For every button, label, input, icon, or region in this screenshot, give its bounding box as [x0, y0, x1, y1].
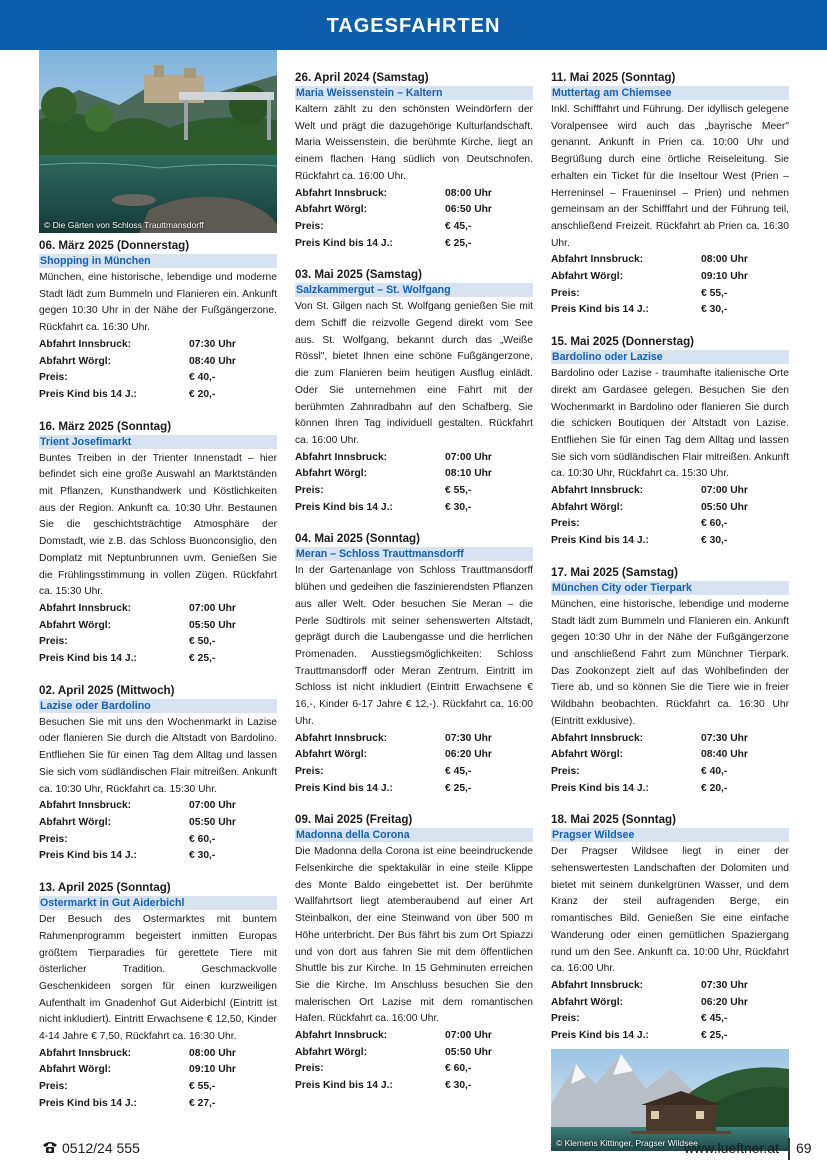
value-preis: € 60,- — [701, 518, 728, 530]
trip-entry — [39, 683, 277, 865]
photo-pragser-wildsee — [551, 1049, 789, 1151]
trip-date: 15. Mai 2025 (Donnerstag) — [551, 335, 695, 349]
photo-caption: © Die Gärten von Schloss Trauttmansdorff — [44, 220, 204, 230]
value-abfahrt-woergl: 06:20 Uhr — [701, 996, 748, 1008]
trip-description: In der Gartenanlage von Schloss Trauttmansdorff blühen und gedeihen die faszinierendsten Pflanzen aus aller Welt. Oder besuchen Sie Meran – die Perle Südtirols mit seiner sehenswerten Altstadt, geprägt durch die Laubengasse und die herrlichen Promenaden. Ausstiegsmöglichkeiten: Schloss Trauttmansdorff oder Meran Zentrum. Eintritt im Schloss ist nicht inkludiert (Eintritt Erwachsene € 16,-, Kinder 6-17 Jahre € 12,-). Rückfahrt ca. 16:00 Uhr. — [295, 565, 533, 727]
label-abfahrt-innsbruck: Abfahrt Innsbruck: — [295, 187, 388, 199]
footer-divider — [788, 1138, 790, 1160]
trip-description: München, eine historische, lebendige und moderne Stadt lädt zum Bummeln und Flanieren ein. Ankunft gegen 10:30 Uhr in der Nähe der Fußgängerzone. Rückfahrt ca. 16:30 Uhr. — [39, 272, 277, 334]
label-preis-kind: Preis Kind bis 14 J.: — [39, 850, 137, 862]
label-preis-kind: Preis Kind bis 14 J.: — [39, 388, 137, 400]
label-preis: Preis: — [39, 1081, 68, 1093]
label-abfahrt-woergl: Abfahrt Wörgl: — [295, 1046, 368, 1058]
trip-details — [295, 450, 533, 517]
label-preis: Preis: — [295, 765, 324, 777]
value-preis-kind: € 30,- — [701, 535, 728, 547]
label-abfahrt-woergl: Abfahrt Wörgl: — [295, 204, 368, 216]
value-preis-kind: € 25,- — [189, 653, 216, 665]
label-preis-kind: Preis Kind bis 14 J.: — [551, 304, 649, 316]
photo-caption: © Klemens Kittinger, Pragser Wildsee — [556, 1137, 698, 1148]
label-abfahrt-woergl: Abfahrt Wörgl: — [295, 749, 368, 761]
trip-destination: Lazise oder Bardolino — [39, 699, 277, 713]
trip-description: Buntes Treiben in der Trienter Innenstadt – hier befindet sich eine große Auswahl an Marktständen mit Pflanzen, Kunsthandwerk und Köstlichkeiten aus der Region. Ankunft ca. 10:30 Uhr. Bestaunen Sie die geschichtsträchtige Atmosphäre der Domstadt, wie z.B. das Schloss Buonconsiglio, den Domplatz mit Neptunbrunnen uvm. Genießen Sie die Frühlingsstimmung in vollen Zügen. Rückfahrt ca. 15:30 Uhr. — [39, 452, 277, 598]
value-preis-kind: € 25,- — [445, 782, 472, 794]
trip-destination: Shopping in München — [39, 254, 277, 268]
trip-description: Besuchen Sie mit uns den Wochenmarkt in Lazise oder flanieren Sie durch die Altstadt von Bardolino. Entfliehen Sie für einen Tag dem Alltag und lassen Sie sich vom südländischen Flair mitreißen. Ankunft ca. 10:30 Uhr, Rückfahrt ca. 15:30 Uhr. — [39, 716, 277, 795]
label-abfahrt-innsbruck: Abfahrt Innsbruck: — [295, 732, 388, 744]
trip-entry — [39, 238, 277, 404]
trip-details — [39, 601, 277, 668]
label-abfahrt-woergl: Abfahrt Wörgl: — [295, 468, 368, 480]
value-abfahrt-woergl: 05:50 Uhr — [701, 501, 748, 513]
photo-trauttmansdorff — [39, 50, 277, 233]
value-abfahrt-woergl: 08:40 Uhr — [701, 749, 748, 761]
value-preis-kind: € 25,- — [701, 1030, 728, 1042]
value-preis: € 40,- — [701, 765, 728, 777]
value-preis-kind: € 25,- — [445, 237, 472, 249]
trip-description: Der Pragser Wildsee liegt in einer der sehenswertesten Landschaften der Dolomiten und bietet mit seinem dunkelgrünen Wasser, und dem Kranz der steil aufragenden Berge, ein romantisches Bild. Genießen Sie eine einfache Wanderung oder einen gemütlichen Spaziergang rund um den See. Ankunft ca. 10:00 Uhr, Rückfahrt ca. 16:00 Uhr. — [551, 846, 789, 975]
label-preis-kind: Preis Kind bis 14 J.: — [295, 782, 393, 794]
value-abfahrt-innsbruck: 08:00 Uhr — [189, 1047, 236, 1059]
value-abfahrt-woergl: 09:10 Uhr — [701, 271, 748, 283]
trip-description: München, eine historische, lebendige und moderne Stadt lädt zum Bummeln und Flanieren ein. Ankunft gegen 10:30 Uhr in der Nähe der Fußgängerzone und anschließend Fahrt zum Münchner Tierpark. Das Zookonzept zielt auf das Wohlbefinden der Tiere ab, und so können Sie die Tiere wie in freier Wildbahn beobachten. Rückfahrt ca. 16:30 Uhr (Eintritt exklusive). — [551, 598, 789, 727]
trip-description: Die Madonna della Corona ist eine beeindruckende Felsenkirche die spektakulär in eine steile Klippe des Monte Baldo eingebettet ist. Der berühmte Wallfahrtsort liegt atemberaubend auf einer Art Steinbalkon, der eine Steinwand von über 500 m Höhe unterbricht. Der Bus fährt bis zum Ort Spiazzi und von dort aus fahren Sie mit dem öffentlichen Shuttle bis zur Kirche. In 15 Gehminuten erreichen Sie die Kirche. Im Anschluss besuchen Sie den malerischen Ort Lazise mit dem romantischen Hafen. Rückfahrt ca. 16:00 Uhr. — [295, 846, 533, 1025]
value-preis: € 40,- — [189, 372, 216, 384]
trip-details — [551, 483, 789, 550]
lake-photo-image — [551, 1049, 789, 1151]
label-preis-kind: Preis Kind bis 14 J.: — [295, 1080, 393, 1092]
page-number: 69 — [796, 1140, 812, 1156]
trip-date: 13. April 2025 (Sonntag) — [39, 881, 171, 895]
trip-description: Von St. Gilgen nach St. Wolfgang genießen Sie mit dem Schiff die reizvolle Gegend direkt vom See aus. St. Wolfgang, bekannt durch das „Weiße Rössl", bietet Ihnen eine schöne Fußgängerzone, die zum Flanieren beim heutigen Ausflug einlädt. Oder Sie unternehmen eine Fahrt mit der berühmten Zahnradbahn auf den Schafberg. Sie können Ihren Tag individuell gestalten. Rückfahrt ca. 16:00 Uhr. — [295, 301, 533, 446]
label-abfahrt-woergl: Abfahrt Wörgl: — [39, 816, 112, 828]
trip-description: Bardolino oder Lazise - traumhafte italienische Orte direkt am Gardasee gelegen. Besuchen Sie den Wochenmarkt in Bardolino oder flanieren Sie durch die schicken Boutiquen der Altstadt von Lazise. Entfliehen Sie für einen Tag dem Alltag und lassen Sie sich vom südländischen Flair mitreißen. Ankunft ca. 10:30 Uhr, Rückfahrt ca. 15:30 Uhr. — [551, 368, 789, 480]
value-preis: € 55,- — [445, 485, 472, 497]
value-preis: € 55,- — [701, 287, 728, 299]
label-preis-kind: Preis Kind bis 14 J.: — [551, 782, 649, 794]
website-link[interactable]: www.lueftner.at — [684, 1140, 779, 1156]
value-abfahrt-innsbruck: 08:00 Uhr — [445, 187, 492, 199]
trip-details — [39, 1046, 277, 1113]
value-abfahrt-innsbruck: 07:30 Uhr — [701, 979, 748, 991]
label-abfahrt-woergl: Abfahrt Wörgl: — [39, 619, 112, 631]
value-abfahrt-innsbruck: 08:00 Uhr — [701, 254, 748, 266]
label-preis: Preis: — [295, 485, 324, 497]
label-abfahrt-innsbruck: Abfahrt Innsbruck: — [39, 338, 132, 350]
value-abfahrt-woergl: 06:20 Uhr — [445, 749, 492, 761]
value-abfahrt-woergl: 06:50 Uhr — [445, 204, 492, 216]
trip-destination: Salzkammergut – St. Wolfgang — [295, 283, 533, 297]
column-middle — [295, 50, 533, 1095]
trip-date: 04. Mai 2025 (Sonntag) — [295, 532, 420, 546]
phone-number: 0512/24 555 — [62, 1140, 140, 1156]
value-abfahrt-woergl: 08:40 Uhr — [189, 355, 236, 367]
value-abfahrt-innsbruck: 07:00 Uhr — [445, 1030, 492, 1042]
value-preis-kind: € 20,- — [701, 782, 728, 794]
trip-date: 16. März 2025 (Sonntag) — [39, 419, 172, 433]
label-preis-kind: Preis Kind bis 14 J.: — [39, 653, 137, 665]
trip-entry — [295, 812, 533, 1095]
trip-entry — [295, 267, 533, 516]
value-abfahrt-woergl: 05:50 Uhr — [445, 1046, 492, 1058]
value-abfahrt-innsbruck: 07:00 Uhr — [189, 602, 236, 614]
column-right — [551, 50, 789, 1151]
trip-entry — [551, 70, 789, 319]
label-abfahrt-innsbruck: Abfahrt Innsbruck: — [295, 451, 388, 463]
value-abfahrt-innsbruck: 07:30 Uhr — [189, 338, 236, 350]
label-preis: Preis: — [551, 1013, 580, 1025]
trip-date: 02. April 2025 (Mittwoch) — [39, 683, 175, 697]
trip-entry — [551, 565, 789, 797]
value-abfahrt-woergl: 08:10 Uhr — [445, 468, 492, 480]
value-preis-kind: € 20,- — [189, 388, 216, 400]
label-abfahrt-innsbruck: Abfahrt Innsbruck: — [551, 979, 644, 991]
value-preis-kind: € 30,- — [701, 304, 728, 316]
trip-destination: Trient Josefimarkt — [39, 435, 277, 449]
trip-details — [39, 798, 277, 865]
trip-entry — [551, 812, 789, 1044]
value-abfahrt-innsbruck: 07:00 Uhr — [189, 800, 236, 812]
trip-details — [295, 186, 533, 253]
label-preis-kind: Preis Kind bis 14 J.: — [39, 1097, 137, 1109]
value-preis-kind: € 30,- — [445, 501, 472, 513]
label-preis-kind: Preis Kind bis 14 J.: — [551, 535, 649, 547]
trip-date: 26. April 2024 (Samstag) — [295, 71, 429, 84]
label-abfahrt-woergl: Abfahrt Wörgl: — [39, 1064, 112, 1076]
value-abfahrt-innsbruck: 07:30 Uhr — [445, 732, 492, 744]
label-abfahrt-innsbruck: Abfahrt Innsbruck: — [39, 602, 132, 614]
page-footer — [0, 1138, 827, 1162]
trip-entry — [551, 334, 789, 550]
label-preis: Preis: — [551, 765, 580, 777]
value-preis: € 45,- — [445, 220, 472, 232]
value-preis: € 45,- — [445, 765, 472, 777]
trip-entry — [295, 531, 533, 797]
page-title: TAGESFAHRTEN — [326, 15, 501, 37]
value-preis: € 50,- — [189, 636, 216, 648]
value-abfahrt-woergl: 05:50 Uhr — [189, 619, 236, 631]
label-preis: Preis: — [39, 372, 68, 384]
label-abfahrt-innsbruck: Abfahrt Innsbruck: — [295, 1030, 388, 1042]
column-left — [39, 50, 277, 1113]
trip-date: 03. Mai 2025 (Samstag) — [295, 268, 422, 282]
label-abfahrt-innsbruck: Abfahrt Innsbruck: — [551, 485, 644, 497]
label-abfahrt-woergl: Abfahrt Wörgl: — [551, 749, 624, 761]
trip-destination: Ostermarkt in Gut Aiderbichl — [39, 896, 277, 910]
value-abfahrt-innsbruck: 07:30 Uhr — [701, 732, 748, 744]
page-header — [0, 0, 827, 50]
trip-date: 17. Mai 2025 (Samstag) — [551, 565, 678, 579]
phone-icon — [42, 1140, 58, 1154]
value-preis-kind: € 27,- — [189, 1097, 216, 1109]
label-preis-kind: Preis Kind bis 14 J.: — [551, 1030, 649, 1042]
trip-destination: Maria Weissenstein – Kaltern — [295, 86, 533, 100]
trip-destination: Meran – Schloss Trauttmansdorff — [295, 547, 533, 561]
label-preis-kind: Preis Kind bis 14 J.: — [295, 501, 393, 513]
value-abfahrt-woergl: 05:50 Uhr — [189, 816, 236, 828]
label-preis: Preis: — [39, 636, 68, 648]
trip-details — [551, 731, 789, 798]
label-abfahrt-innsbruck: Abfahrt Innsbruck: — [39, 1047, 132, 1059]
trip-destination: Bardolino oder Lazise — [551, 350, 789, 364]
value-preis: € 45,- — [701, 1013, 728, 1025]
garden-photo-image — [39, 50, 277, 233]
trip-entry — [39, 880, 277, 1112]
trip-destination: Muttertag am Chiemsee — [551, 86, 789, 100]
trip-details — [295, 731, 533, 798]
value-abfahrt-innsbruck: 07:00 Uhr — [701, 485, 748, 497]
label-abfahrt-woergl: Abfahrt Wörgl: — [39, 355, 112, 367]
trip-date: 18. Mai 2025 (Sonntag) — [551, 813, 676, 827]
trip-entry — [295, 70, 533, 252]
trip-entry — [39, 419, 277, 668]
label-abfahrt-innsbruck: Abfahrt Innsbruck: — [551, 732, 644, 744]
trip-date: 09. Mai 2025 (Freitag) — [295, 813, 413, 827]
label-abfahrt-innsbruck: Abfahrt Innsbruck: — [39, 800, 132, 812]
value-abfahrt-innsbruck: 07:00 Uhr — [445, 451, 492, 463]
trip-destination: München City oder Tierpark — [551, 581, 789, 595]
trip-description: Der Besuch des Ostermarktes mit buntem Rahmenprogramm begeistert inmitten Europas größtem Tierparadies für gerettete Tiere mit österlicher Tradition. Geschmackvolle Geschenkideen sorgen für einen kurzweiligen Aufenthalt im Gnadenhof Gut Aiderbichl (Eintritt ist nicht inkludiert). Eintritt Erwachsene € 12,50, Kinder 4-14 Jahre € 7,50, Rückfahrt ca. 16:30 Uhr. — [39, 914, 277, 1043]
trip-details — [295, 1028, 533, 1095]
value-preis-kind: € 30,- — [189, 850, 216, 862]
trip-date: 11. Mai 2025 (Sonntag) — [551, 71, 676, 84]
label-abfahrt-woergl: Abfahrt Wörgl: — [551, 501, 624, 513]
label-preis: Preis: — [551, 287, 580, 299]
label-preis: Preis: — [295, 1063, 324, 1075]
footer-phone — [42, 1140, 140, 1156]
value-preis-kind: € 30,- — [445, 1080, 472, 1092]
trip-description: Inkl. Schifffahrt und Führung. Der idyllisch gelegene Voralpensee wird auch das „bayrische Meer" genannt. Ankunft in Prien ca. 10:00 Uhr und Begrüßung durch eine örtliche Reiseleitung. Sie erhalten ein Ticket für die Inseltour West (Prien – Herreninsel – Fraueninsel – Prien) und nehmen gemeinsam an der Schifffahrt und der Führung teil, anschließend Freizeit. Rückfahrt ab Prien ca. 16:30 Uhr. — [551, 104, 789, 249]
label-abfahrt-woergl: Abfahrt Wörgl: — [551, 271, 624, 283]
label-abfahrt-innsbruck: Abfahrt Innsbruck: — [551, 254, 644, 266]
trip-details — [551, 978, 789, 1045]
trip-destination: Pragser Wildsee — [551, 828, 789, 842]
trip-destination: Madonna della Corona — [295, 828, 533, 842]
label-preis: Preis: — [551, 518, 580, 530]
value-abfahrt-woergl: 09:10 Uhr — [189, 1064, 236, 1076]
trip-date: 06. März 2025 (Donnerstag) — [39, 239, 190, 252]
value-preis: € 60,- — [189, 833, 216, 845]
trip-details — [551, 252, 789, 319]
label-preis-kind: Preis Kind bis 14 J.: — [295, 237, 393, 249]
value-preis: € 60,- — [445, 1063, 472, 1075]
value-preis: € 55,- — [189, 1081, 216, 1093]
trip-description: Kaltern zählt zu den schönsten Weindörfern der Welt und prägt die dazugehörige Kulturlandschaft. Maria Weissenstein, die berühmte Kirche, liegt an einem flachen Hang südlich von Deutschnofen. Rückfahrt ca. 16:00 Uhr. — [295, 104, 533, 182]
label-preis: Preis: — [39, 833, 68, 845]
trip-details — [39, 337, 277, 404]
label-preis: Preis: — [295, 220, 324, 232]
label-abfahrt-woergl: Abfahrt Wörgl: — [551, 996, 624, 1008]
